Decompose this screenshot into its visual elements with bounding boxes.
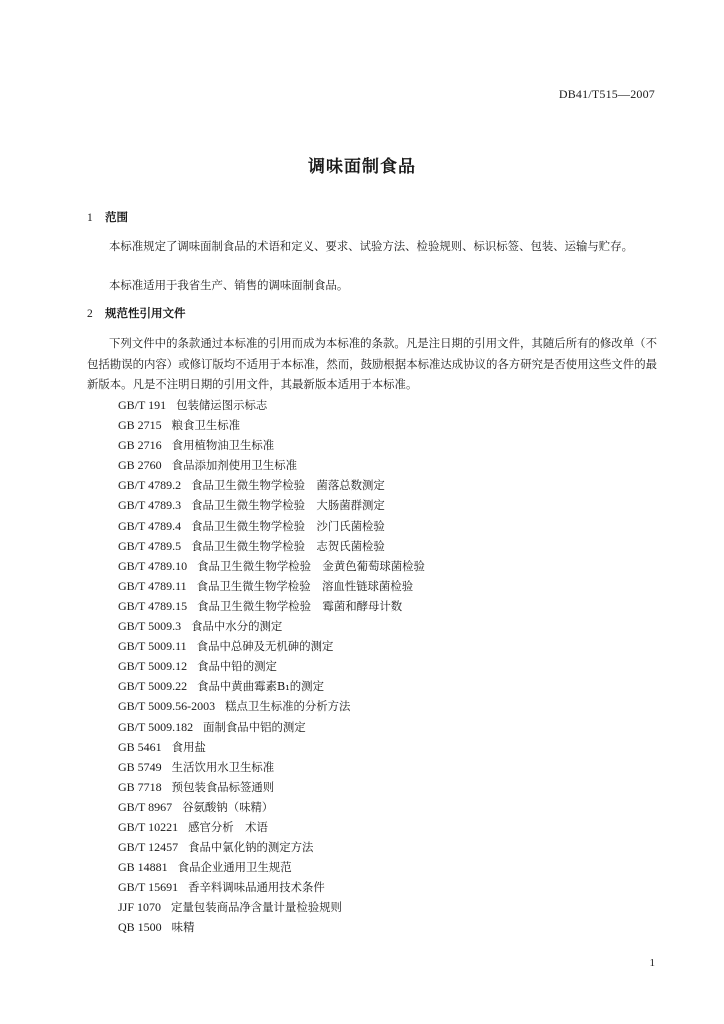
reference-item <box>118 857 425 877</box>
section-1-heading <box>87 209 128 225</box>
reference-item <box>118 495 425 515</box>
reference-title: 食品中黄曲霉素B₁的测定 <box>197 679 324 694</box>
reference-title: 预包装食品标签通则 <box>171 779 275 794</box>
reference-item <box>118 556 425 576</box>
reference-item <box>118 616 425 636</box>
reference-code: GB/T 5009.11 <box>118 639 187 654</box>
section-2-number: 2 <box>87 308 93 320</box>
reference-item <box>118 516 425 536</box>
reference-item <box>118 676 425 696</box>
reference-code: GB/T 4789.3 <box>118 498 182 513</box>
reference-code: GB/T 8967 <box>118 799 173 814</box>
reference-code: GB 2760 <box>118 458 162 473</box>
reference-item <box>118 717 425 737</box>
reference-code: GB/T 10221 <box>118 819 179 834</box>
reference-code: GB 7718 <box>118 779 162 794</box>
reference-title: 谷氨酸钠（味精） <box>182 799 274 814</box>
reference-code: GB 5749 <box>118 759 162 774</box>
section-2-title: 规范性引用文件 <box>105 306 186 320</box>
reference-item <box>118 837 425 857</box>
reference-item <box>118 737 425 757</box>
reference-item <box>118 877 425 897</box>
reference-code: GB/T 5009.56-2003 <box>118 699 216 714</box>
reference-item <box>118 656 425 676</box>
reference-title: 食品卫生微生物学检验 溶血性链球菌检验 <box>196 578 414 593</box>
reference-code: GB 2715 <box>118 418 162 433</box>
section-2-paragraph-1: 下列文件中的条款通过本标准的引用而成为本标准的条款。凡是注日期的引用文件，其随后所有的修改单（不包括勘误的内容）或修订版均不适用于本标准，然而，鼓励根据本标准达成协议的各方研究是否使用这些文件的最新版本。凡是不注明日期的引用文件，其最新版本适用于本标准。 <box>87 336 657 391</box>
reference-code: GB/T 4789.10 <box>118 558 188 573</box>
reference-item <box>118 455 425 475</box>
reference-title: 面制食品中铝的测定 <box>203 719 306 734</box>
reference-item <box>118 395 425 415</box>
reference-title: 包装储运图示标志 <box>176 398 268 412</box>
reference-item <box>118 777 425 797</box>
reference-item <box>118 415 425 435</box>
page-number: 1 <box>649 957 655 969</box>
reference-code: GB/T 4789.2 <box>118 478 182 493</box>
reference-code: GB 5461 <box>118 739 162 754</box>
reference-code: GB/T 12457 <box>118 840 179 855</box>
reference-item <box>118 536 425 556</box>
reference-title: 食品卫生微生物学检验 大肠菌群测定 <box>191 498 385 513</box>
reference-code: JJF 1070 <box>118 900 162 915</box>
reference-code: GB/T 5009.3 <box>118 619 182 634</box>
reference-item <box>118 636 425 656</box>
reference-title: 香辛料调味品通用技术条件 <box>188 880 325 895</box>
section-1-title: 范围 <box>105 210 128 224</box>
reference-item <box>118 435 425 455</box>
reference-item <box>118 596 425 616</box>
reference-code: QB 1500 <box>118 920 162 935</box>
reference-title: 食品卫生微生物学检验 沙门氏菌检验 <box>191 518 385 533</box>
reference-item <box>118 817 425 837</box>
normative-references-list <box>118 395 425 938</box>
reference-title: 食品中总砷及无机砷的测定 <box>196 639 334 654</box>
reference-title: 食品中水分的测定 <box>191 619 283 634</box>
reference-title: 食品添加剂使用卫生标准 <box>171 458 297 473</box>
reference-title: 生活饮用水卫生标准 <box>171 759 275 774</box>
reference-title: 粮食卫生标准 <box>171 418 241 433</box>
reference-code: GB/T 4789.15 <box>118 598 188 613</box>
reference-title: 食品卫生微生物学检验 金黄色葡萄球菌检验 <box>197 558 425 573</box>
reference-code: GB/T 4789.4 <box>118 518 182 533</box>
reference-title: 食品卫生微生物学检验 志贺氏菌检验 <box>191 538 385 553</box>
reference-item <box>118 696 425 716</box>
section-1-paragraph-1: 本标准规定了调味面制食品的术语和定义、要求、试验方法、检验规则、标识标签、包装、运输与贮存。 <box>109 239 633 253</box>
section-2-heading <box>87 305 186 321</box>
reference-item <box>118 757 425 777</box>
reference-code: GB/T 5009.22 <box>118 679 188 694</box>
document-title: 调味面制食品 <box>308 157 416 177</box>
reference-title: 定量包装商品净含量计量检验规则 <box>171 900 342 915</box>
reference-title: 味精 <box>171 920 195 935</box>
document-code: DB41/T515—2007 <box>558 87 655 101</box>
reference-title: 食用植物油卫生标准 <box>171 438 275 453</box>
section-1-paragraph-2: 本标准适用于我省生产、销售的调味面制食品。 <box>109 278 349 292</box>
reference-code: GB 14881 <box>118 860 168 875</box>
reference-title: 糕点卫生标准的分析方法 <box>225 699 351 714</box>
reference-code: GB/T 4789.11 <box>118 578 187 593</box>
reference-title: 感官分析 术语 <box>188 819 268 834</box>
reference-code: GB/T 5009.12 <box>118 659 188 674</box>
reference-code: GB 2716 <box>118 438 162 453</box>
reference-title: 食品中铅的测定 <box>197 659 277 674</box>
reference-code: GB/T 5009.182 <box>118 719 194 734</box>
reference-item <box>118 917 425 937</box>
reference-item <box>118 475 425 495</box>
reference-title: 食品卫生微生物学检验 菌落总数测定 <box>191 478 385 493</box>
reference-title: 食品企业通用卫生规范 <box>177 860 292 875</box>
reference-item <box>118 797 425 817</box>
reference-code: GB/T 4789.5 <box>118 538 182 553</box>
reference-code: GB/T 191 <box>118 398 167 412</box>
reference-code: GB/T 15691 <box>118 880 179 895</box>
reference-item <box>118 576 425 596</box>
reference-title: 食用盐 <box>171 739 206 754</box>
reference-item <box>118 897 425 917</box>
section-1-number: 1 <box>87 212 93 224</box>
reference-title: 食品卫生微生物学检验 霉菌和酵母计数 <box>197 598 403 613</box>
reference-title: 食品中氯化钠的测定方法 <box>188 840 314 855</box>
